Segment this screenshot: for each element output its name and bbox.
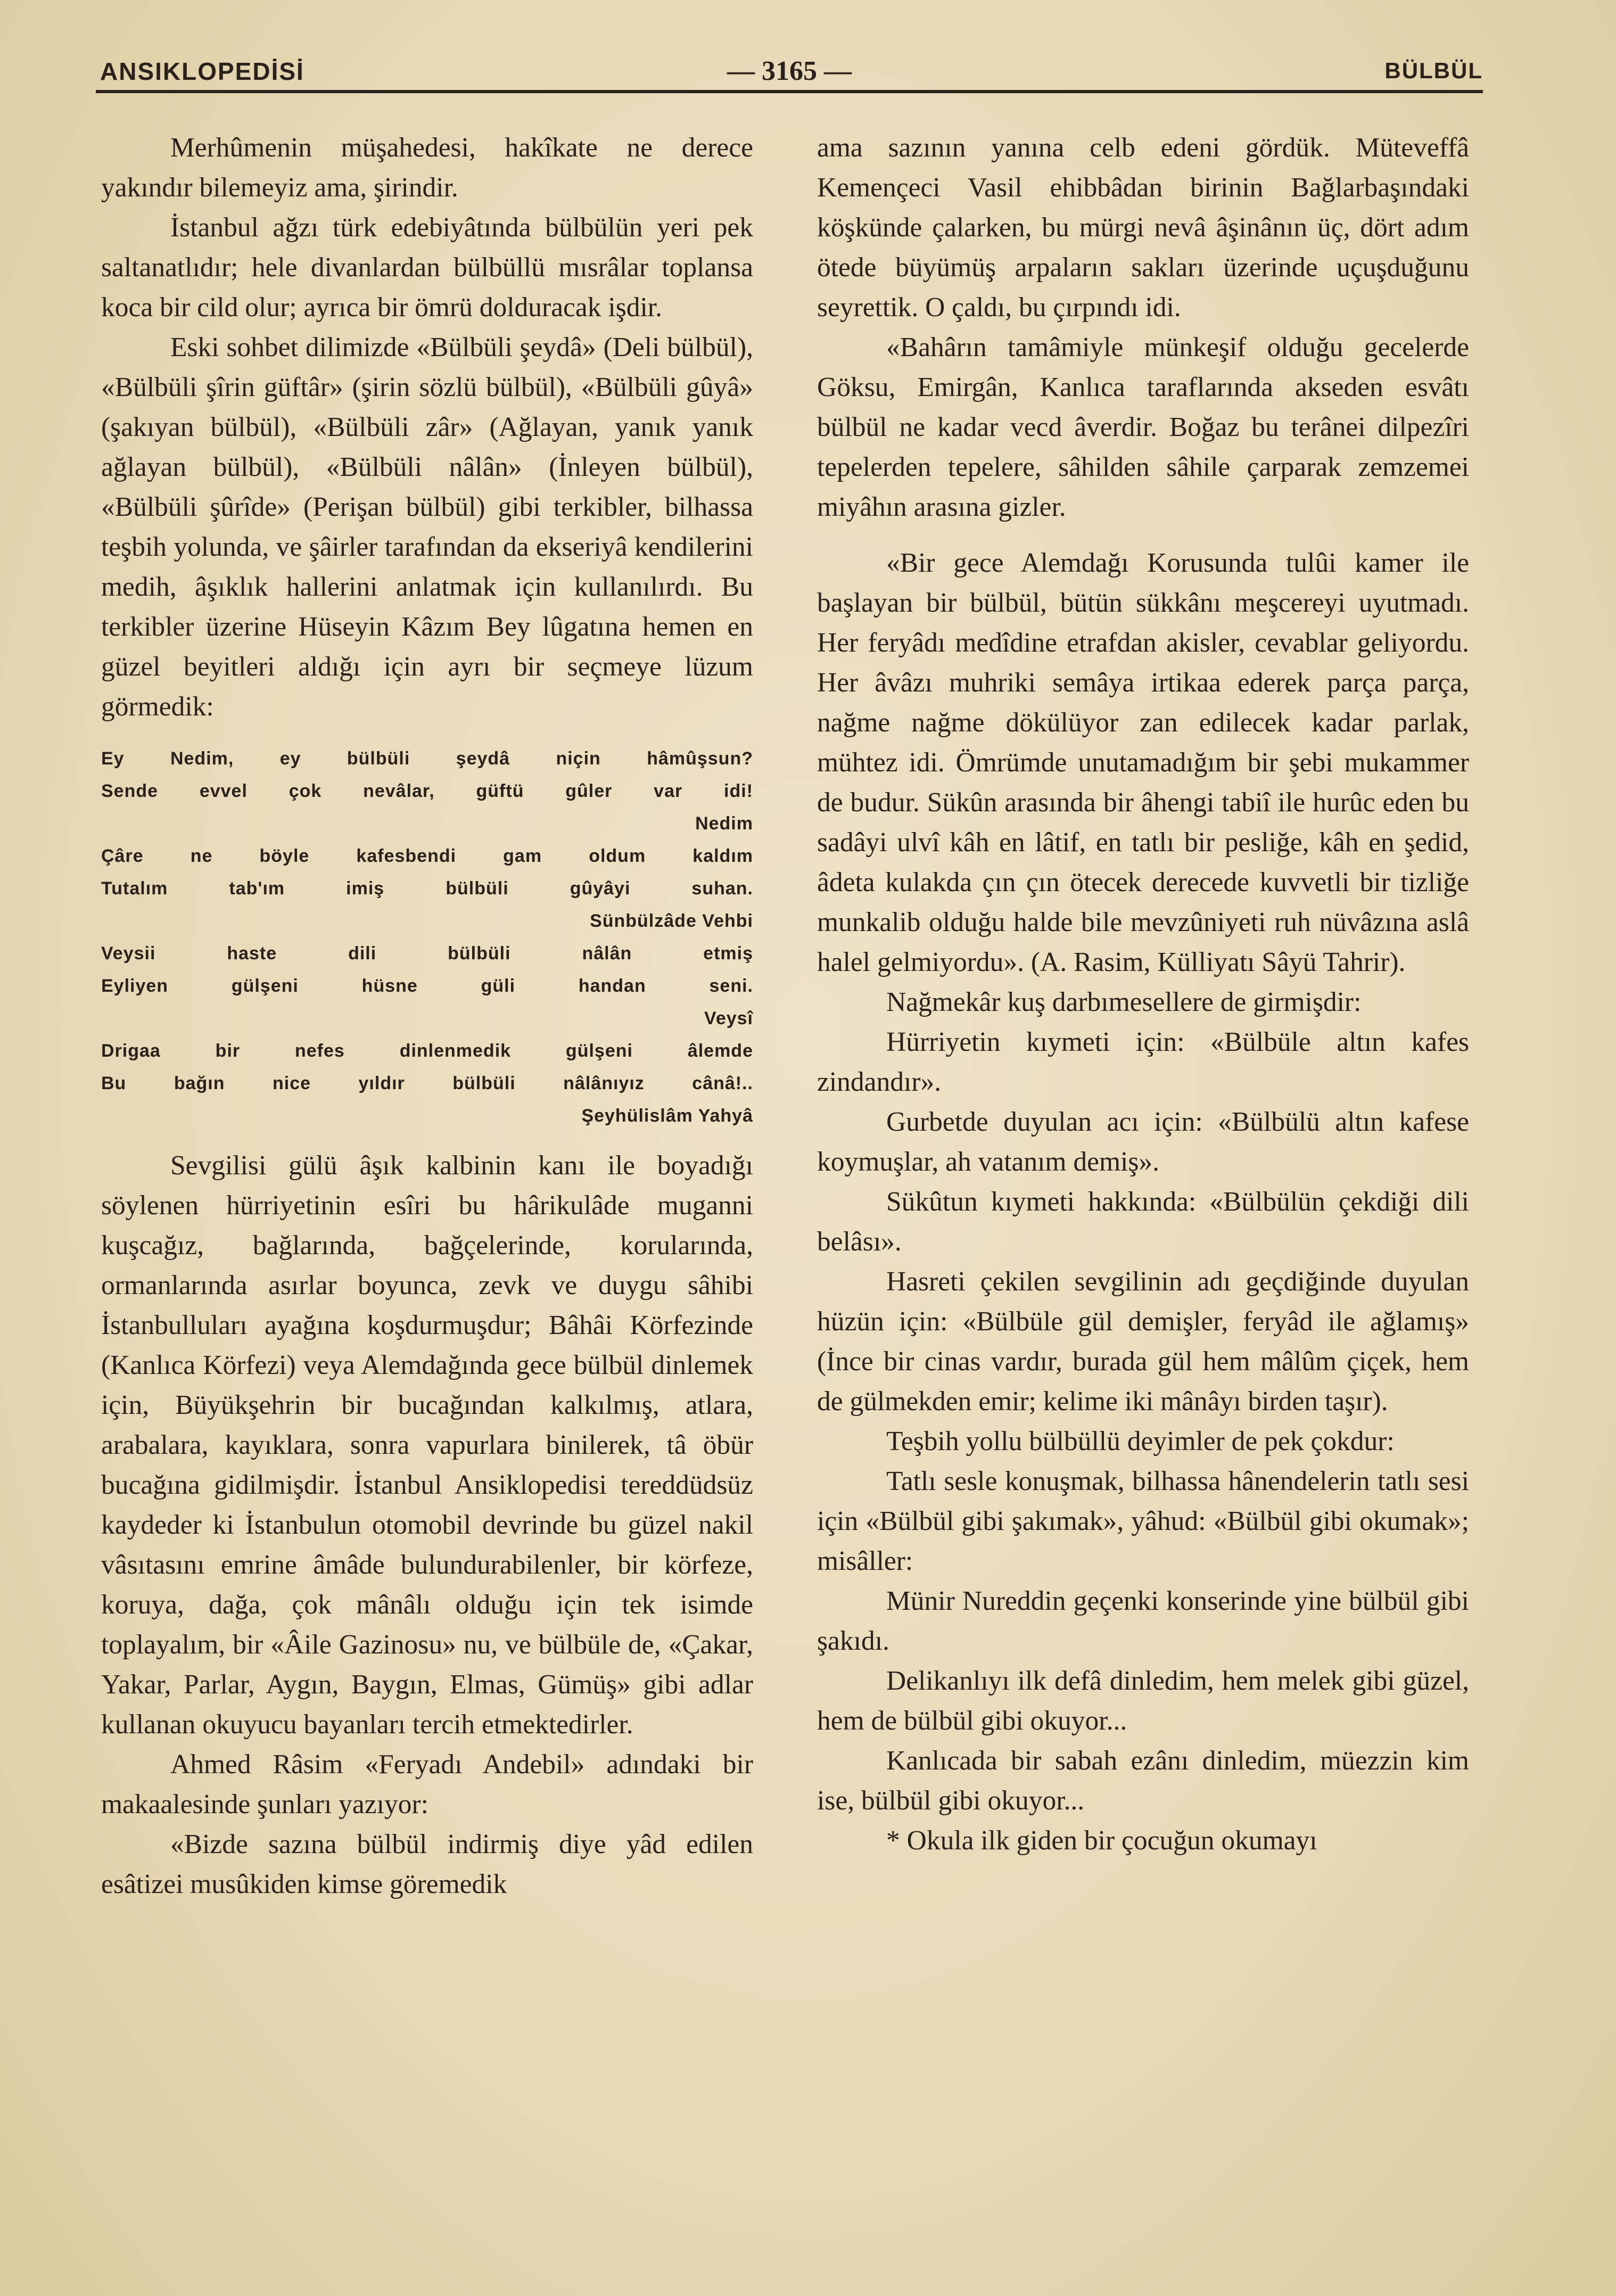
verse-line: Drigaa bir nefes dinlenmedik gülşeni âlemde	[101, 1041, 753, 1061]
paragraph: Merhûmenin müşahedesi, hakîkate ne derece yakındır bilemeyiz ama, şirindir.	[101, 133, 753, 203]
paragraph: Kanlıcada bir sabah ezânı dinledim, müezzin kim ise, bülbül gibi okuyor...	[817, 1746, 1469, 1816]
paragraph: Sükûtun kıymeti hakkında: «Bülbülün çekdiği dili belâsı».	[817, 1187, 1469, 1257]
paragraph: Hürriyetin kıymeti için: «Bülbüle altın kafes zindandır».	[817, 1027, 1469, 1097]
verse-line: Çâre ne böyle kafesbendi gam oldum kaldım	[101, 846, 753, 866]
paragraph: Eski sohbet dilimizde «Bülbüli şeydâ» (Deli bülbül), «Bülbüli şîrin güftâr» (şirin sözlü bülbül), «Bülbüli gûyâ» (şakıyan bülbül), «Bülbüli zâr» (Ağlayan, yanık yanık ağlayan bülbül), «Bülbüli nâlân» (İnleyen bülbül), «Bülbüli şûrîde» (Perişan bülbül) gibi terkibler, bilhassa teşbih yolunda, ve şâirler tarafından da ekseriyâ kendilerini medih, âşıklık hallerini anlatmak için kullanılırdı. Bu terkibler üzerine Hüseyin Kâzım Bey lûgatına hemen en güzel beyitleri aldığı için ayrı bir seçmeye lüzum görmedik:	[101, 332, 753, 722]
paragraph: * Okula ilk giden bir çocuğun okumayı	[886, 1825, 1317, 1856]
verse-block	[101, 743, 753, 1132]
verse-author: Sünbülzâde Vehbi	[590, 911, 753, 931]
verse-line: Ey Nedim, ey bülbüli şeydâ niçin hâmûşsun?	[101, 748, 753, 769]
running-title-right: BÜLBÜL	[1384, 58, 1483, 83]
paragraph: Sevgilisi gülü âşık kalbinin kanı ile boyadığı söylenen hürriyetinin esîri bu hârikulâde muganni kuşcağız, bağlarında, bağçelerinde, korularında, ormanlarında asırlar boyunca, zevk ve duygu sâhibi İstanbulluları ayağına koşdurmuşdur; Bâhâi Körfezinde (Kanlıca Körfezi) veya Alemdağında gece bülbül dinlemek için, Büyükşehrin bir bucağından kalkılmış, atlara, arabalara, kayıklara, sonra vapurlara binilerek, tâ öbür bucağına gidilmişdir. İstanbul Ansiklopedisi tereddüdsüz kaydeder ki İstanbulun otomobil devrinde bu güzel nakil vâsıtasını emrine âmâde bulundurabilenler, bir körfeze, koruya, dağa, çok mânâlı olduğu için tek isimde toplayalım, bir «Âile Gazinosu» nu, ve bülbüle de, «Çakar, Yakar, Parlar, Aygın, Baygın, Elmas, Gümüş» gibi adlar kullanan okuyucu bayanları tercih etmektedirler.	[101, 1150, 753, 1740]
verse-line: Eyliyen gülşeni hüsne güli handan seni.	[101, 976, 753, 996]
paragraph: ama sazının yanına celb edeni gördük. Müteveffâ Kemençeci Vasil ehibbâdan birinin Bağlarbaşındaki köşkünde çalarken, bu mürgi nevâ âşinânın üç, dört adım ötede büyümüş arpaların sakları üzerinde uçuşduğunu seyrettik. O çaldı, bu çırpındı idi.	[817, 133, 1469, 323]
verse-line: Sende evvel çok nevâlar, güftü gûler var idi!	[101, 781, 753, 801]
paragraph: «Bir gece Alemdağı Korusunda tulûi kamer ile başlayan bir bülbül, bütün sükkânı meşcereyi uyutmadı. Her feryâdı medîdine etrafdan akisler, cevablar geliyordu. Her âvâzı muhriki semâya irtikaa ederek parça parça, nağme nağme dökülüyor zan edilecek kadar parlak, mühtez idi. Ömrümde unutamadığım bir şebi mukammer de budur. Sükûn arasında bir âhengi tabiî ile hurûc eden bu sadâyi ulvî kâh en lâtif, en tatlı bir pesliğe, kâh en şedid, âdeta kulakda çın çın ötecek derecede kuvvetli bir tizliğe munkalib olduğu halde bile mevzûniyeti ruh nüvâzına aslâ halel gelmiyordu». (A. Rasim, Külliyatı Sâyü Tahrir).	[817, 548, 1469, 977]
paragraph: Delikanlıyı ilk defâ dinledim, hem melek gibi güzel, hem de bülbül gibi okuyor...	[817, 1666, 1469, 1736]
verse-line: Veysii haste dili bülbüli nâlân etmiş	[101, 943, 753, 964]
paragraph: «Bizde sazına bülbül indirmiş diye yâd edilen esâtizei musûkiden kimse göremedik	[101, 1829, 753, 1899]
paragraph: Hasreti çekilen sevgilinin adı geçdiğinde duyulan hüzün için: «Bülbüle gül demişler, feryâd ile ağlamış» (İnce bir cinas vardır, burada gül hem mâlûm çiçek, hem de gülmekden emir; kelime iki mânâyı birden taşır).	[817, 1266, 1469, 1417]
paragraph: Tatlı sesle konuşmak, bilhassa hânendelerin tatlı sesi için «Bülbül gibi şakımak», yâhud: «Bülbül gibi okumak»; misâller:	[817, 1466, 1469, 1576]
paragraph: Teşbih yollu bülbüllü deyimler de pek çokdur:	[886, 1426, 1395, 1456]
verse-line: Bu bağın nice yıldır bülbüli nâlânıyız cânâ!..	[101, 1073, 753, 1093]
left-column	[101, 128, 753, 1904]
paragraph: «Bahârın tamâmiyle münkeşif olduğu gecelerde Göksu, Emirgân, Kanlıca taraflarında akseden esvâtı bülbül ne kadar vecd âverdir. Boğaz bu terânei dilpezîri tepelerden tepelere, sâhilden sâhile çarparak zemzemei miyâhın arasına gizler.	[817, 332, 1469, 522]
running-title-left: ANSIKLOPEDİSİ	[100, 57, 304, 85]
paragraph: Nağmekâr kuş darbımesellere de girmişdir:	[886, 987, 1362, 1017]
verse-line: Tutalım tab'ım imiş bülbüli gûyâyi suhan.	[101, 878, 753, 899]
verse-author: Şeyhülislâm Yahyâ	[581, 1106, 753, 1126]
paragraph: İstanbul ağzı türk edebiyâtında bülbülün yeri pek saltanatlıdır; hele divanlardan bülbüllü mısrâlar toplansa koca bir cild olur; ayrıca bir ömrü dolduracak işdir.	[101, 212, 753, 323]
verse-author: Veysî	[704, 1008, 753, 1028]
verse-author: Nedim	[695, 813, 753, 834]
paragraph: Ahmed Râsim «Feryadı Andebil» adındaki bir makaalesinde şunları yazıyor:	[101, 1749, 753, 1820]
paragraph: Gurbetde duyulan acı için: «Bülbülü altın kafese koymuşlar, ah vatanım demiş».	[817, 1107, 1469, 1177]
page-number: — 3165 —	[727, 56, 852, 86]
right-column	[817, 128, 1469, 1861]
page-header	[96, 51, 1483, 93]
header-rule	[96, 90, 1483, 93]
paragraph: Münir Nureddin geçenki konserinde yine bülbül gibi şakıdı.	[817, 1586, 1469, 1656]
